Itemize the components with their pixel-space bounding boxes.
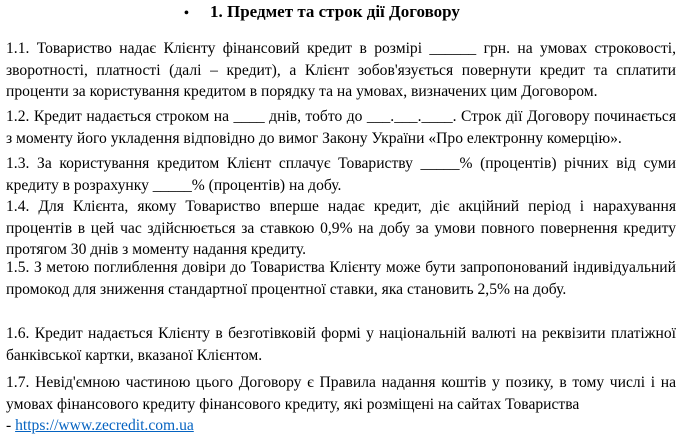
paragraph-1-7-text: 1.7. Невід'ємною частиною цього Договору є Правила надання коштів у позику, в тому числі і на умовах фінансового кредиту фінансового кредиту, які розміщені на сайтах Товариства: [6, 374, 676, 413]
paragraph-1-3: 1.3. За користування кредитом Клієнт сплачує Товариству _____% (процентів) річних від суми кредиту в розрахунку _____% (процентів) на добу.: [6, 155, 676, 194]
paragraph-1-7: [6, 372, 676, 437]
section-title: 1. Предмет та строк дії Договору: [210, 2, 460, 21]
paragraph-1-1: 1.1. Товариство надає Клієнту фінансовий кредит в розмірі ______ грн. на умовах строковості, зворотності, платності (далі – кредит), а Клієнт зобов'язується повернути кредит та сплатити проценти за користування кредитом в порядку та на умовах, визначених цим Договором.: [6, 40, 676, 101]
paragraph-1-4: 1.4. Для Клієнта, якому Товариство вперше надає кредит, діє акційний період і нарахування процентів в цей час здійснюється за ставкою 0,9% на добу за умови повного повернення кредиту протягом 30 днів з моменту надання кредиту.: [6, 198, 676, 259]
bullet-icon: •: [184, 6, 189, 21]
paragraph-1-6: 1.6. Кредит надається Клієнту в безготівковій формі у національній валюті на реквізити платіжної банківської картки, вказаної Клієнтом.: [6, 325, 676, 364]
paragraph-1-2: 1.2. Кредит надається строком на ____ днів, тобто до ___.___.____. Строк дії Договору починається з моменту його укладення відповідно до вимог Закону України «Про електронну комерцію».: [6, 108, 676, 147]
paragraph-1-5: 1.5. З метою поглиблення довіри до Товариства Клієнту може бути запропонований індивідуальний промокод для зниження стандартної процентної ставки, яка становить 2,5% на добу.: [6, 259, 676, 298]
website-link[interactable]: https://www.zecredit.com.ua: [15, 417, 194, 435]
link-prefix: -: [6, 417, 16, 435]
section-heading: [184, 1, 460, 25]
